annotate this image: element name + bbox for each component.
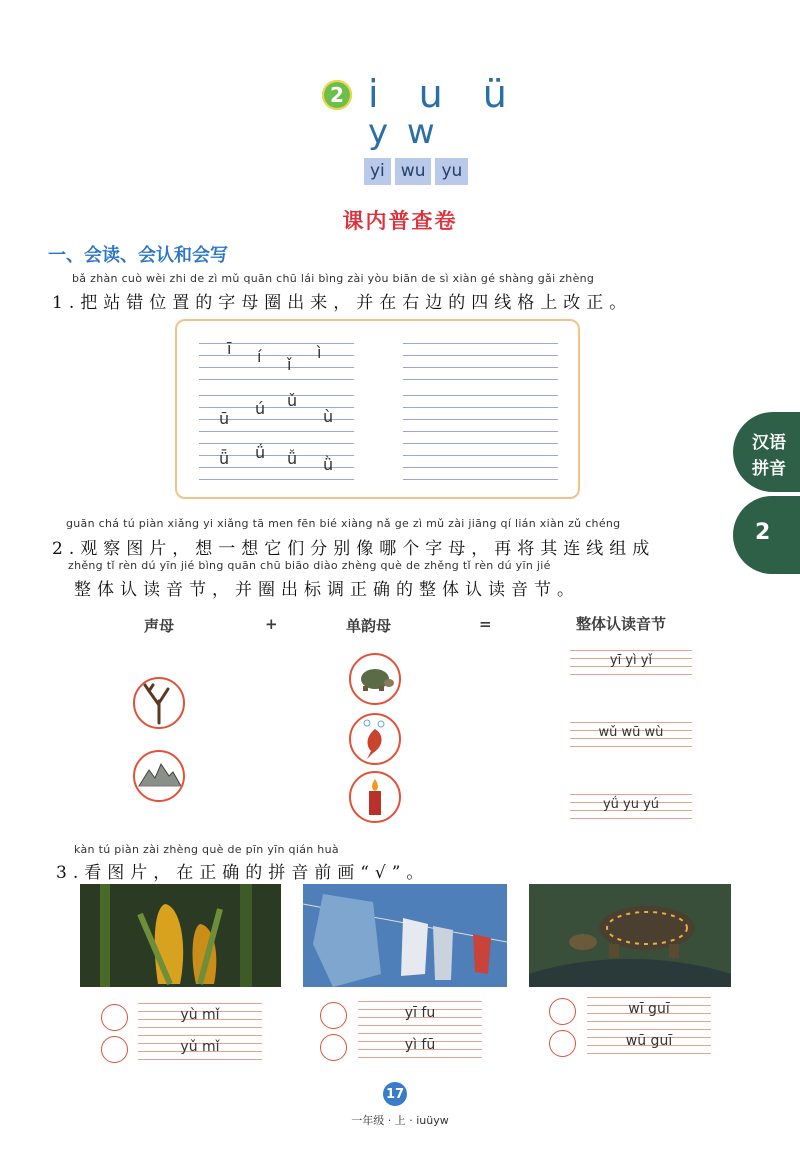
glyph-v3[interactable]: ǚ (287, 449, 298, 468)
option-turtle-1-text: wī guī (628, 1001, 670, 1017)
turtle-photo-icon (529, 884, 731, 987)
head-final: 单韵母 (346, 617, 392, 635)
answer-wu-text: wǔ wū wù (598, 725, 664, 740)
twig-icon (135, 679, 183, 727)
q3-pinyin: kàn tú piàn zài zhèng què de pīn yīn qián huà (74, 843, 339, 856)
answer-yu-text: yǘ yu yú (602, 797, 660, 812)
option-clothes-1-circle[interactable] (320, 1002, 347, 1029)
option-corn-2-circle[interactable] (101, 1036, 128, 1063)
clothes-photo (303, 884, 507, 987)
option-corn-2 (138, 1033, 262, 1061)
side-tab-unit (733, 496, 800, 574)
option-clothes-1-text: yī fu (404, 1005, 436, 1021)
turtle-icon (351, 655, 399, 703)
side-tab-unit-number: 2 (755, 520, 771, 545)
page-number: 17 (383, 1082, 407, 1106)
head-equals: = (479, 615, 492, 633)
section-title: 课内普查卷 (342, 208, 458, 233)
syllable-yu: yu (435, 158, 468, 185)
option-corn-1-text: yù mǐ (180, 1007, 220, 1023)
glyph-v4[interactable]: ǜ (323, 455, 334, 474)
option-clothes-2-circle[interactable] (320, 1034, 347, 1061)
glyph-i1[interactable]: ī (227, 339, 232, 358)
head-plus: + (265, 615, 278, 633)
option-clothes-1 (358, 999, 482, 1027)
mountain-picture[interactable] (133, 750, 185, 802)
fish-icon (351, 715, 399, 763)
lesson-letters-mid: y w (368, 112, 439, 152)
glyph-u2[interactable]: ú (255, 399, 266, 418)
glyph-u4[interactable]: ù (323, 407, 334, 426)
candle-icon (351, 773, 399, 821)
twig-picture[interactable] (133, 677, 185, 729)
glyph-u1[interactable]: ū (219, 409, 230, 428)
option-turtle-2-circle[interactable] (549, 1030, 576, 1057)
footer-caption: 一年级 · 上 · iuüyw (351, 1114, 449, 1127)
syllable-yi: yi (364, 158, 391, 185)
glyph-i2[interactable]: í (257, 347, 262, 366)
corn-photo (80, 884, 281, 987)
option-corn-1 (138, 1001, 262, 1029)
lesson-number-badge: 2 (322, 80, 352, 110)
q1-pinyin: bǎ zhàn cuò wèi zhi de zì mǔ quān chū lái bìng zài yòu biān de sì xiàn gé shàng gǎi zhèng (72, 272, 595, 285)
answer-yu[interactable] (570, 792, 692, 818)
q1-writing-box (175, 319, 580, 499)
side-tab-pinyin (733, 412, 800, 492)
option-turtle-2 (587, 1027, 711, 1055)
head-whole: 整体认读音节 (576, 615, 667, 633)
q2-text-2: 整体认读音节，并圈出标调正确的整体认读音节。 (74, 580, 580, 600)
q2-text-1: 2.观察图片，想一想它们分别像哪个字母，再将其连线组成 (52, 539, 656, 559)
syllable-wu: wu (395, 158, 432, 185)
option-clothes-2 (358, 1031, 482, 1059)
option-corn-2-text: yǔ mǐ (180, 1039, 220, 1055)
syllable-row (364, 158, 468, 185)
glyph-i3[interactable]: ǐ (287, 355, 292, 374)
option-clothes-2-text: yì fū (404, 1037, 436, 1053)
answer-yi[interactable] (570, 648, 692, 674)
glyph-v2[interactable]: ǘ (255, 443, 266, 462)
part-title: 一、会读、会认和会写 (48, 245, 228, 266)
glyph-u3[interactable]: ǔ (287, 391, 298, 410)
glyph-i4[interactable]: ì (317, 343, 322, 362)
option-turtle-1-circle[interactable] (549, 998, 576, 1025)
turtle-photo (529, 884, 731, 987)
answer-wu[interactable] (570, 720, 692, 746)
q2-pinyin-2: zhěng tǐ rèn dú yīn jié bìng quān chū biāo diào zhèng què de zhěng tǐ rèn dú yīn jié (68, 559, 551, 572)
option-turtle-2-text: wū guī (625, 1033, 673, 1049)
answer-yi-text: yī yì yǐ (609, 653, 653, 668)
clothes-icon (303, 884, 507, 987)
fish-picture[interactable] (349, 713, 401, 765)
candle-picture[interactable] (349, 771, 401, 823)
q3-text: 3.看图片，在正确的拼音前画“√”。 (56, 863, 430, 883)
side-tab-line1: 汉语 (752, 433, 786, 453)
option-corn-1-circle[interactable] (101, 1004, 128, 1031)
q1-text: 1.把站错位置的字母圈出来，并在右边的四线格上改正。 (52, 293, 633, 313)
glyph-v1[interactable]: ǖ (219, 449, 230, 468)
lesson-letters-top: i u ü (368, 72, 521, 116)
turtle-picture[interactable] (349, 653, 401, 705)
option-turtle-1 (587, 995, 711, 1023)
side-tab-line2: 拼音 (752, 459, 786, 479)
head-initial: 声母 (144, 617, 175, 635)
q2-pinyin-1: guān chá tú piàn xiǎng yi xiǎng tā men fēn bié xiàng nǎ ge zì mǔ zài jiāng qí lián xiàn zǔ chéng (66, 517, 621, 530)
corn-icon (80, 884, 281, 987)
mountain-icon (135, 752, 183, 800)
